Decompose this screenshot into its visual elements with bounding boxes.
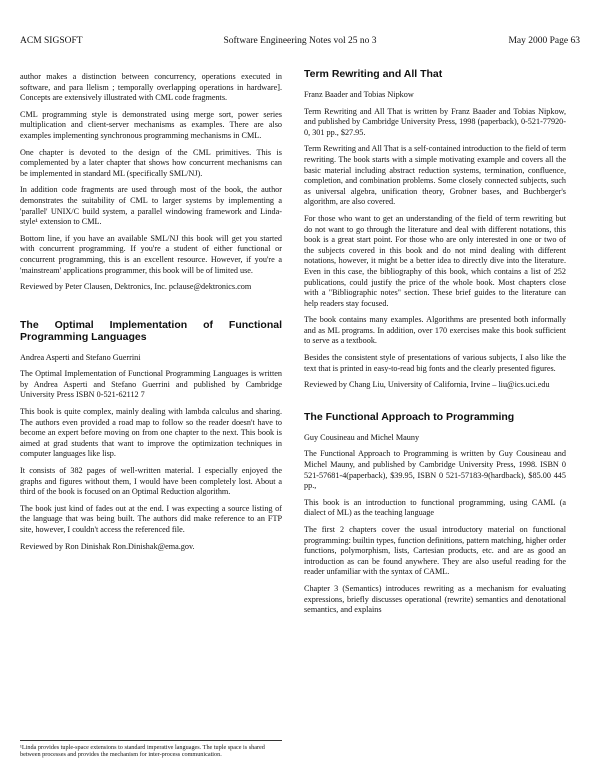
paragraph: This book is quite complex, mainly dealing with lambda calculus and sharing. The authors even provided a road map to follow so the reader doesn't have to become an expert before moving on from one chapter to the next. This book is aimed at grad students that want to improve the optimization techniques in computer languages like lisp. (20, 407, 282, 459)
book-authors: Andrea Asperti and Stefano Guerrini (20, 352, 141, 362)
left-column (20, 72, 282, 558)
right-column (304, 68, 566, 622)
paragraph: Bottom line, if you have an available SML/NJ this book will get you started with concurrent programming. If you're a student of either functional or concurrent programming, this is an excellent resource. However, if you're a 'mainstream' applications programmer, this book will be of limited use. (20, 233, 282, 275)
paragraph: Chapter 3 (Semantics) introduces rewriting as a mechanism for evaluating expressions, briefly discusses operational (rewrite) semantics and denotational semantics, and explains (304, 583, 566, 615)
paragraph: The Optimal Implementation of Functional Programming Languages is written by Andrea Asperti and Stefano Guerrini and published by Cambridge University Press ISBN 0-521-62112 7 (20, 369, 282, 400)
paragraph: The book just kind of fades out at the end. I was expecting a source listing of the language that was being built. The authors did make reference to an FTP site, however, I couldn't access the referenced file. (20, 503, 282, 534)
paragraph: For those who want to get an understanding of the field of term rewriting but do not want to go through the literature and deal with different notations, this book is a great start point. For those who are only interested in one or two of the subjects covered in this book and do not mind dealing with different notations, however, it might be a better idea to directly dive into the literature. Even in this case, the bibliography of this book, which contains a list of 252 publications, could justify the price of the whole book. Most chapters close with a "Bibliographic notes" section. These brief guides to the literature can help readers stay focused. (304, 213, 566, 308)
paragraph: CML programming style is demonstrated using merge sort, power series multiplication and client-server mechanisms as examples. There are also examples implementing synchronous programming mechanisms in CML. (20, 109, 282, 140)
paragraph: Besides the consistent style of presentations of various subjects, I also like the text that is printed in easy-to-read big fonts and the clearly presented figures. (304, 353, 566, 373)
section-title: The Functional Approach to Programming (304, 410, 515, 423)
paragraph: author makes a distinction between concurrency, operations executed in software, and para llelism ; temporally overlapping operations in hardware]. Concepts are extensively illustrated with CML code fragments. (20, 72, 282, 103)
paragraph: It consists of 382 pages of well-written material. I especially enjoyed the graphs and figures without them, I would have been completely lost. About a third of the book is focused on an Optimal Reduction algorithm. (20, 466, 282, 497)
page-date: May 2000 Page 63 (508, 36, 580, 46)
footnote: ¹Linda provides tuple-space extensions to standard imperative languages. The tuple space is shared between processes and provides the mechanism for inter-process communication. (20, 740, 282, 759)
page-header (20, 36, 580, 50)
reviewer-credit: Reviewed by Peter Clausen, Dektronics, Inc. pclause@dektronics.com (20, 282, 252, 292)
paragraph: This book is an introduction to functional programming, using CAML (a dialect of ML) as the teaching language (304, 497, 566, 518)
journal-issue: Software Engineering Notes vol 25 no 3 (223, 36, 377, 46)
reviewer-credit: Reviewed by Ron Dinishak Ron.Dinishak@ema.gov. (20, 541, 195, 551)
book-authors: Franz Baader and Tobias Nipkow (304, 90, 414, 99)
reviewer-credit: Reviewed by Chang Liu, University of California, Irvine – liu@ics.uci.edu (304, 380, 550, 390)
paragraph: Term Rewriting and All That is a self-contained introduction to the field of term rewriting. The book starts with a simple motivating example and covers all the basic material including abstract reduction systems, termination, confluence, completion, and combination problems. Some closely connected subjects, such as universal algebra, unification theory, Grobner bases, and Buchberger's algorithm, are also covered. (304, 144, 566, 207)
paragraph: In addition code fragments are used through most of the book, the author demonstrates the suitability of CML to larger systems by implementing a 'parallel' UNIX/C build system, a parallel windowing framework and Linda-style¹ extension to CML. (20, 185, 282, 227)
paragraph: The first 2 chapters cover the usual introductory material on functional programming: builtin types, function definitions, pattern matching, higher order functions, polymorphism, lists, Cartesian products, etc. and are as good an introduction as can be found anywhere. They are also useful reading for the reader unfamiliar with the syntax of CAML. (304, 525, 566, 577)
section-title: Term Rewriting and All That (304, 68, 443, 80)
journal-name: ACM SIGSOFT (20, 36, 83, 46)
paragraph: The book contains many examples. Algorithms are presented both informally and as ML programs. In addition, over 170 exercises make this book sufficient to serve as a textbook. (304, 315, 566, 346)
book-authors: Guy Cousineau and Michel Mauny (304, 432, 420, 442)
paragraph: One chapter is devoted to the design of the CML primitives. This is complemented by a later chapter that shows how concurrent mechanisms can be implemented in standard ML (specifically SML/NJ). (20, 147, 282, 178)
paragraph: Term Rewriting and All That is written by Franz Baader and Tobias Nipkow, and published by Cambridge University Press, 1998 (paperback), 0-521-77920-0, 301 pp., $27.95. (304, 106, 566, 137)
paragraph: The Functional Approach to Programming is written by Guy Cousineau and Michel Mauny, and published by Cambridge University Press, 1998. ISBN 0 521-57681-4(paperback), $39.95, ISBN 0 521-57183-9(hardback), $85.00 445 pp., (304, 449, 566, 491)
section-title: The Optimal Implementation of Functional Programming Languages (20, 318, 282, 343)
